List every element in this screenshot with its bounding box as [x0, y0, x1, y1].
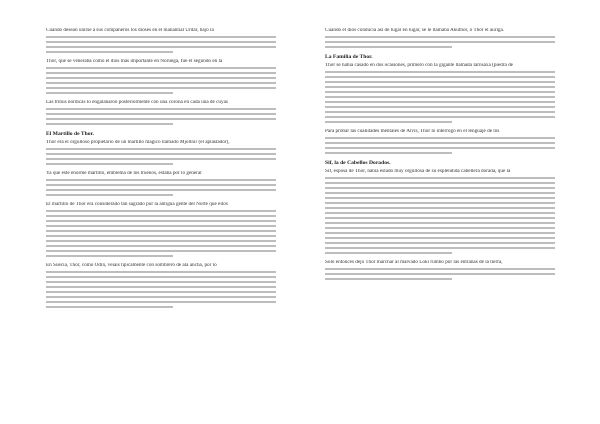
text-line: [46, 286, 276, 288]
text-line: [325, 111, 555, 113]
text-line: [46, 281, 276, 283]
text-line: [46, 301, 276, 303]
paragraph: [325, 63, 555, 123]
paragraph-text: Sif, esposa de Thor, había estado muy orgullosa de su espléndida cabellera dorada, que la: [325, 169, 511, 174]
text-line: [325, 182, 555, 184]
text-line: [325, 222, 555, 224]
text-line: [46, 235, 276, 237]
text-line: [46, 184, 276, 186]
text-line: [325, 101, 555, 103]
paragraph-text: Cuando el dios conducía así de lugar en lugar, se le llamaba Akuthor, o Thor el auriga.: [325, 28, 505, 33]
text-line: [325, 142, 555, 144]
text-line: [325, 187, 555, 189]
text-line: [325, 46, 452, 48]
text-line: [325, 91, 555, 93]
paragraph: [46, 263, 276, 308]
text-line: [325, 147, 555, 149]
text-line: [46, 72, 276, 74]
section-heading: El Martillo de Thor.: [46, 131, 94, 137]
paragraph: [325, 169, 555, 254]
paragraph: [325, 28, 555, 48]
text-line: [325, 268, 555, 270]
text-line: [46, 148, 276, 150]
paragraph: [46, 28, 276, 53]
text-line: [325, 197, 555, 199]
text-line: [46, 276, 276, 278]
text-line: [325, 152, 452, 154]
text-line: [325, 41, 555, 43]
text-line: [46, 179, 276, 181]
text-line: [325, 86, 555, 88]
paragraph: [46, 59, 276, 94]
text-line: [325, 207, 555, 209]
text-line: [46, 230, 276, 232]
right-page: [325, 28, 555, 408]
text-line: [46, 41, 276, 43]
text-line: [46, 67, 276, 69]
text-line: [46, 77, 276, 79]
text-line: [325, 237, 555, 239]
text-line: [325, 212, 555, 214]
text-line: [46, 87, 276, 89]
text-line: [325, 76, 555, 78]
text-line: [46, 210, 276, 212]
text-line: [46, 240, 276, 242]
text-line: [325, 36, 555, 38]
text-line: [325, 247, 555, 249]
text-line: [46, 113, 276, 115]
paragraph: [46, 202, 276, 257]
text-line: [325, 96, 555, 98]
text-line: [325, 192, 555, 194]
paragraph: [46, 171, 276, 196]
paragraph-text: Para probar las cualidades mentales de Alvis, Thor lo interrogó en el lenguaje de los: [325, 129, 500, 134]
text-line: [46, 194, 173, 196]
text-line: [46, 225, 276, 227]
text-line: [46, 291, 276, 293]
text-line: [325, 116, 555, 118]
text-line: [325, 252, 452, 254]
left-page: [46, 28, 276, 408]
text-line: [46, 92, 173, 94]
text-line: [46, 123, 173, 125]
paragraph: [325, 260, 555, 280]
text-line: [46, 158, 276, 160]
text-line: [46, 255, 173, 257]
paragraph: [325, 129, 555, 154]
text-line: [46, 306, 173, 308]
paragraph-text: El martillo de Thor era considerado tan sagrado por la antigua gente del Norte que ellos: [46, 202, 228, 207]
text-line: [46, 296, 276, 298]
text-line: [46, 215, 276, 217]
text-line: [46, 108, 276, 110]
text-line: [325, 177, 555, 179]
text-line: [46, 46, 276, 48]
text-line: [325, 227, 555, 229]
paragraph-text: En Suecia, Thor, como Odín, veíais típicamente con sombrero de ala ancha, por lo: [46, 263, 217, 268]
text-line: [46, 163, 173, 165]
text-line: [46, 51, 173, 53]
text-line: [46, 36, 276, 38]
paragraph: [46, 140, 276, 165]
text-line: [325, 121, 452, 123]
text-line: [46, 220, 276, 222]
text-line: [46, 245, 276, 247]
text-line: [46, 82, 276, 84]
text-line: [325, 106, 555, 108]
paragraph-text: Las tribus nórdicas lo engalanaron posteriormente con una corona en cada una de cuyas: [46, 100, 228, 105]
text-line: [325, 242, 555, 244]
text-line: [325, 137, 555, 139]
text-line: [46, 189, 276, 191]
paragraph: [46, 100, 276, 125]
text-line: [325, 81, 555, 83]
section-heading: Sif, la de Cabellos Dorados.: [325, 160, 391, 166]
text-line: [325, 217, 555, 219]
section-heading: La Familia de Thor.: [325, 54, 373, 60]
text-line: [325, 202, 555, 204]
paragraph-text: Sólo entonces dejó Thor marchar al malvado Loki rumbo por las entrañas de la tierra,: [325, 260, 503, 265]
text-line: [325, 273, 555, 275]
paragraph-text: Thor, que se veneraba como el dios más importante en Noruega, fue el segundo en la: [46, 59, 223, 64]
paragraph-text: Thor era el orgulloso propietario de un martillo mágico llamado Mjöllnir (el aplastador),: [46, 140, 230, 145]
text-line: [46, 271, 276, 273]
text-line: [46, 153, 276, 155]
text-line: [46, 118, 276, 120]
text-line: [325, 71, 555, 73]
text-line: [325, 232, 555, 234]
text-line: [46, 250, 276, 252]
text-line: [325, 278, 452, 280]
paragraph-text: Ya que este enorme martillo, emblema de los truenos, estaba por lo general: [46, 171, 202, 176]
paragraph-text: Cuando desean unirse a sus compañeros los dioses en el manantial Urdar, bajo la: [46, 28, 214, 33]
paragraph-text: Thor se había casado en dos ocasiones, primero con la gigante llamada Iarnsaxa (piedra de: [325, 63, 513, 68]
